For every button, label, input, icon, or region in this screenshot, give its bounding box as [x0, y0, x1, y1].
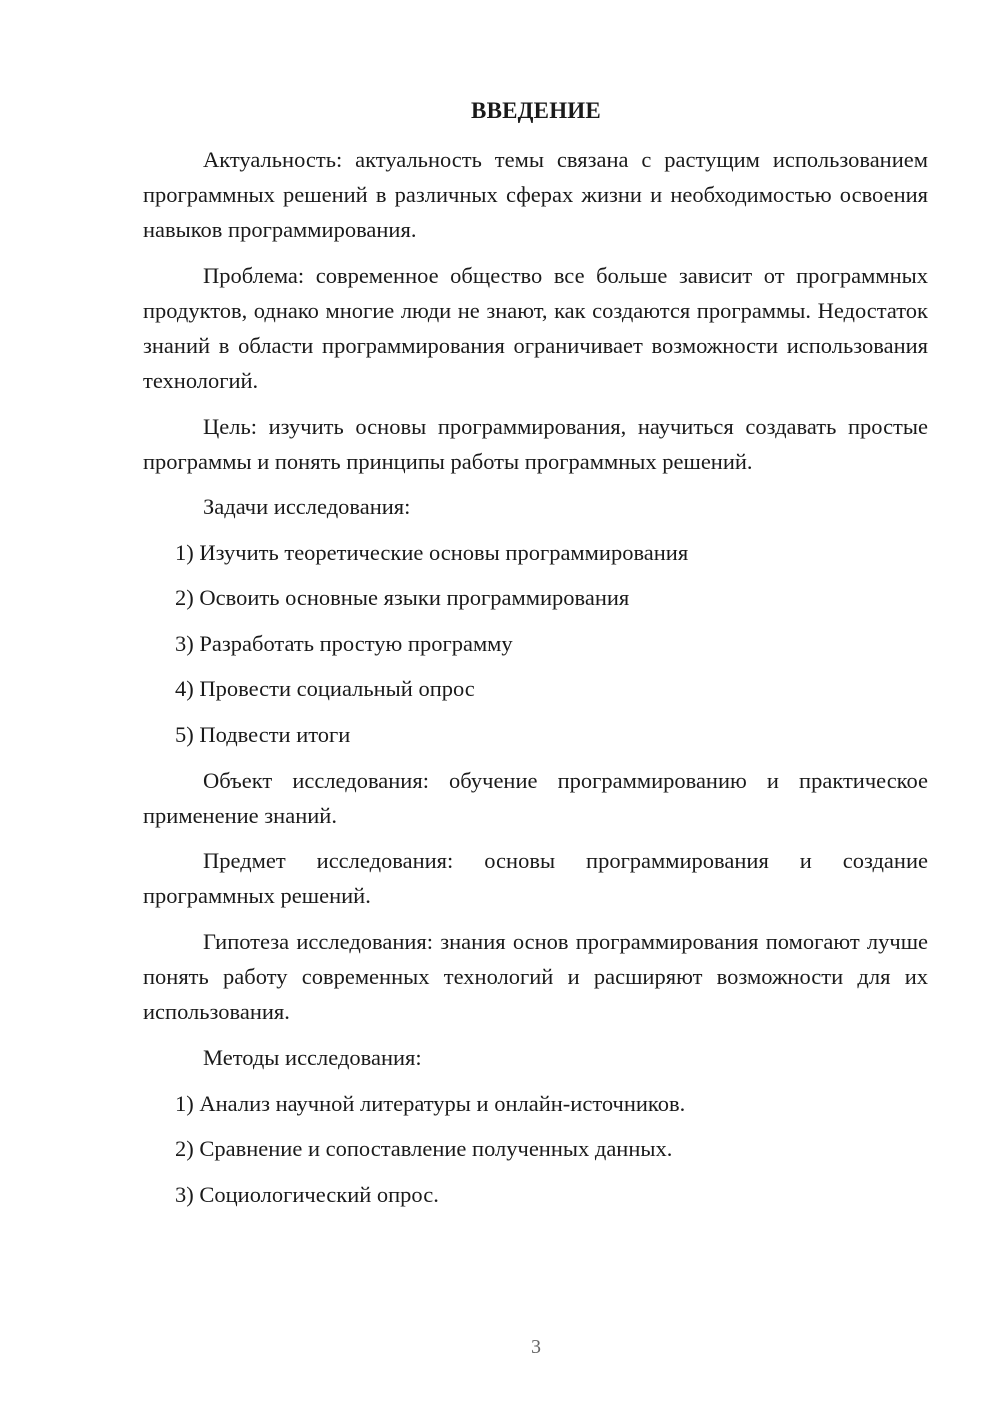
- task-item-2: 2) Освоить основные языки программирования: [175, 585, 630, 610]
- method-item-2: 2) Сравнение и сопоставление полученных данных.: [175, 1136, 673, 1161]
- page-number: 3: [531, 1336, 541, 1358]
- hypothesis-paragraph: Гипотеза исследования: знания основ программирования помогают лучше понять работу современных технологий и расширяют возможности для их использования.: [143, 929, 928, 1024]
- method-item-1: 1) Анализ научной литературы и онлайн-источников.: [175, 1091, 686, 1116]
- task-item-5: 5) Подвести итоги: [175, 722, 351, 747]
- methods-heading: Методы исследования:: [203, 1045, 422, 1070]
- task-item-3: 3) Разработать простую программу: [175, 631, 513, 656]
- task-item-4: 4) Провести социальный опрос: [175, 676, 475, 701]
- goal-paragraph: Цель: изучить основы программирования, научиться создавать простые программы и понять принципы работы программных решений.: [143, 414, 928, 474]
- tasks-heading: Задачи исследования:: [203, 494, 411, 519]
- relevance-paragraph: Актуальность: актуальность темы связана с растущим использованием программных решений в различных сферах жизни и необходимостью освоения навыков программирования.: [143, 147, 928, 242]
- object-paragraph: Объект исследования: обучение программированию и практическое применение знаний.: [143, 768, 928, 828]
- task-item-1: 1) Изучить теоретические основы программирования: [175, 540, 689, 565]
- page-title: ВВЕДЕНИЕ: [471, 98, 601, 123]
- method-item-3: 3) Социологический опрос.: [175, 1182, 439, 1207]
- subject-paragraph: Предмет исследования: основы программирования и создание программных решений.: [143, 848, 928, 908]
- problem-paragraph: Проблема: современное общество все больше зависит от программных продуктов, однако многие люди не знают, как создаются программы. Недостаток знаний в области программирования ограничивает возможности использования технологий.: [143, 263, 928, 393]
